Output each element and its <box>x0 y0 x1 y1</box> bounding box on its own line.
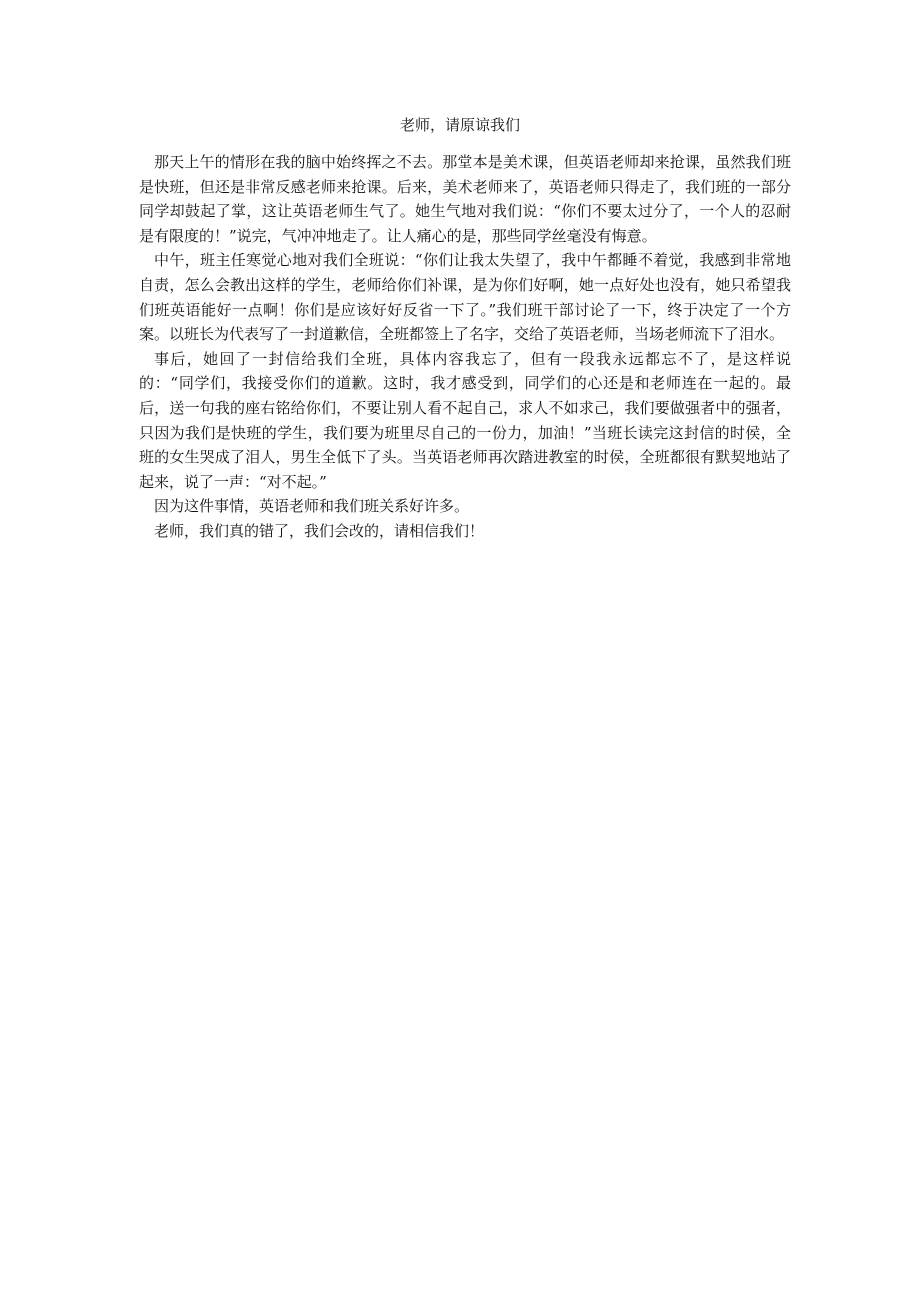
document-title: 老师，请原谅我们 <box>399 116 520 134</box>
paragraph-2: 中午，班主任寒觉心地对我们全班说：“你们让我太失望了，我中午都睡不着觉，我感到非常地自责，怎么会教出这样的学生，老师给你们补课，是为你们好啊，她一点好处也没有，她只希望我们班英语能好一点啊！你们是应该好好反省一下了。”我们班干部讨论了一下，终于决定了一个方案。以班长为代表写了一封道歉信，全班都签上了名字，交给了英语老师，当场老师流下了泪水。 <box>139 251 791 344</box>
paragraph-5: 老师，我们真的错了，我们会改的，请相信我们！ <box>154 521 485 540</box>
document-body <box>139 150 791 544</box>
paragraph-3: 事后，她回了一封信给我们全班，具体内容我忘了，但有一段我永远都忘不了，是这样说的：“同学们，我接受你们的道歉。这时，我才感受到，同学们的心还是和老师连在一起的。最后，送一句我的座右铭给你们，不要让别人看不起自己，求人不如求己，我们要做强者中的强者，只因为我们是快班的学生，我们要为班里尽自己的一份力，加油！”当班长读完这封信的时侯，全班的女生哭成了泪人，男生全低下了头。当英语老师再次踏进教室的时侯，全班都很有默契地站了起来，说了一声：“对不起。” <box>139 349 791 491</box>
paragraph-4: 因为这件事情，英语老师和我们班关系好许多。 <box>154 497 470 516</box>
paragraph-1: 那天上午的情形在我的脑中始终挥之不去。那堂本是美术课，但英语老师却来抢课，虽然我们班是快班，但还是非常反感老师来抢课。后来，美术老师来了，英语老师只得走了，我们班的一部分同学却鼓起了掌，这让英语老师生气了。她生气地对我们说：“你们不要太过分了，一个人的忍耐是有限度的！”说完，气冲冲地走了。让人痛心的是，那些同学丝毫没有悔意。 <box>139 153 791 245</box>
